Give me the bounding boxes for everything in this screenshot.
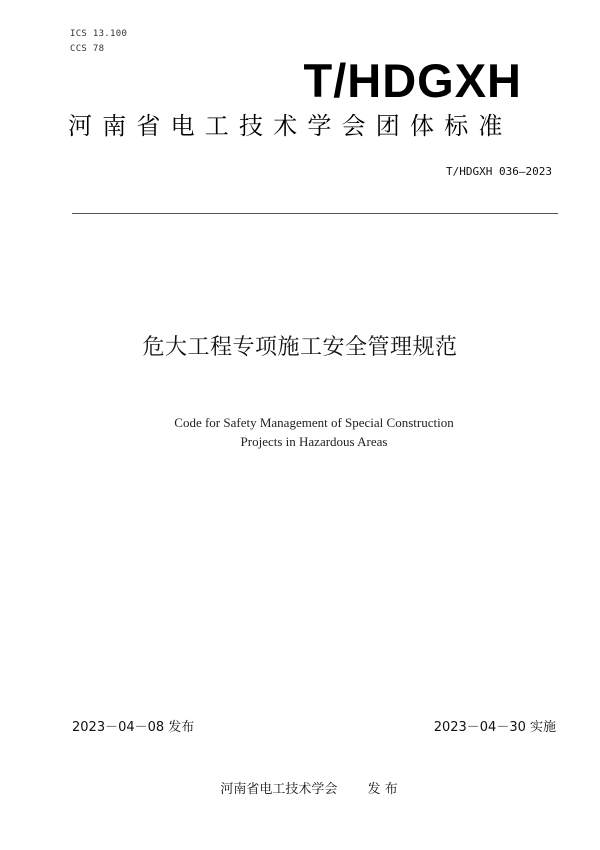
- english-title-line-1: Code for Safety Management of Special Construction: [174, 415, 454, 430]
- ccs-code: CCS 78: [70, 44, 105, 54]
- standard-logo-code: T/HDGXH: [303, 54, 522, 107]
- header-divider: [72, 213, 558, 214]
- standard-category-title: 河南省电工技术学会团体标准: [68, 112, 513, 140]
- ics-code: ICS 13.100: [70, 29, 128, 39]
- effective-date: 2023－04－30 实施: [433, 720, 556, 735]
- document-title-english: [0, 413, 600, 451]
- standard-number: T/HDGXH 036—2023: [446, 165, 552, 178]
- english-title-line-2: Projects in Hazardous Areas: [240, 434, 388, 449]
- document-title-chinese: 危大工程专项施工安全管理规范: [142, 335, 458, 360]
- issue-date: 2023－04－08 发布: [72, 720, 195, 735]
- publish-label: 发 布: [367, 782, 398, 797]
- publisher-name: 河南省电工技术学会: [220, 782, 338, 797]
- publisher-line: [0, 778, 600, 797]
